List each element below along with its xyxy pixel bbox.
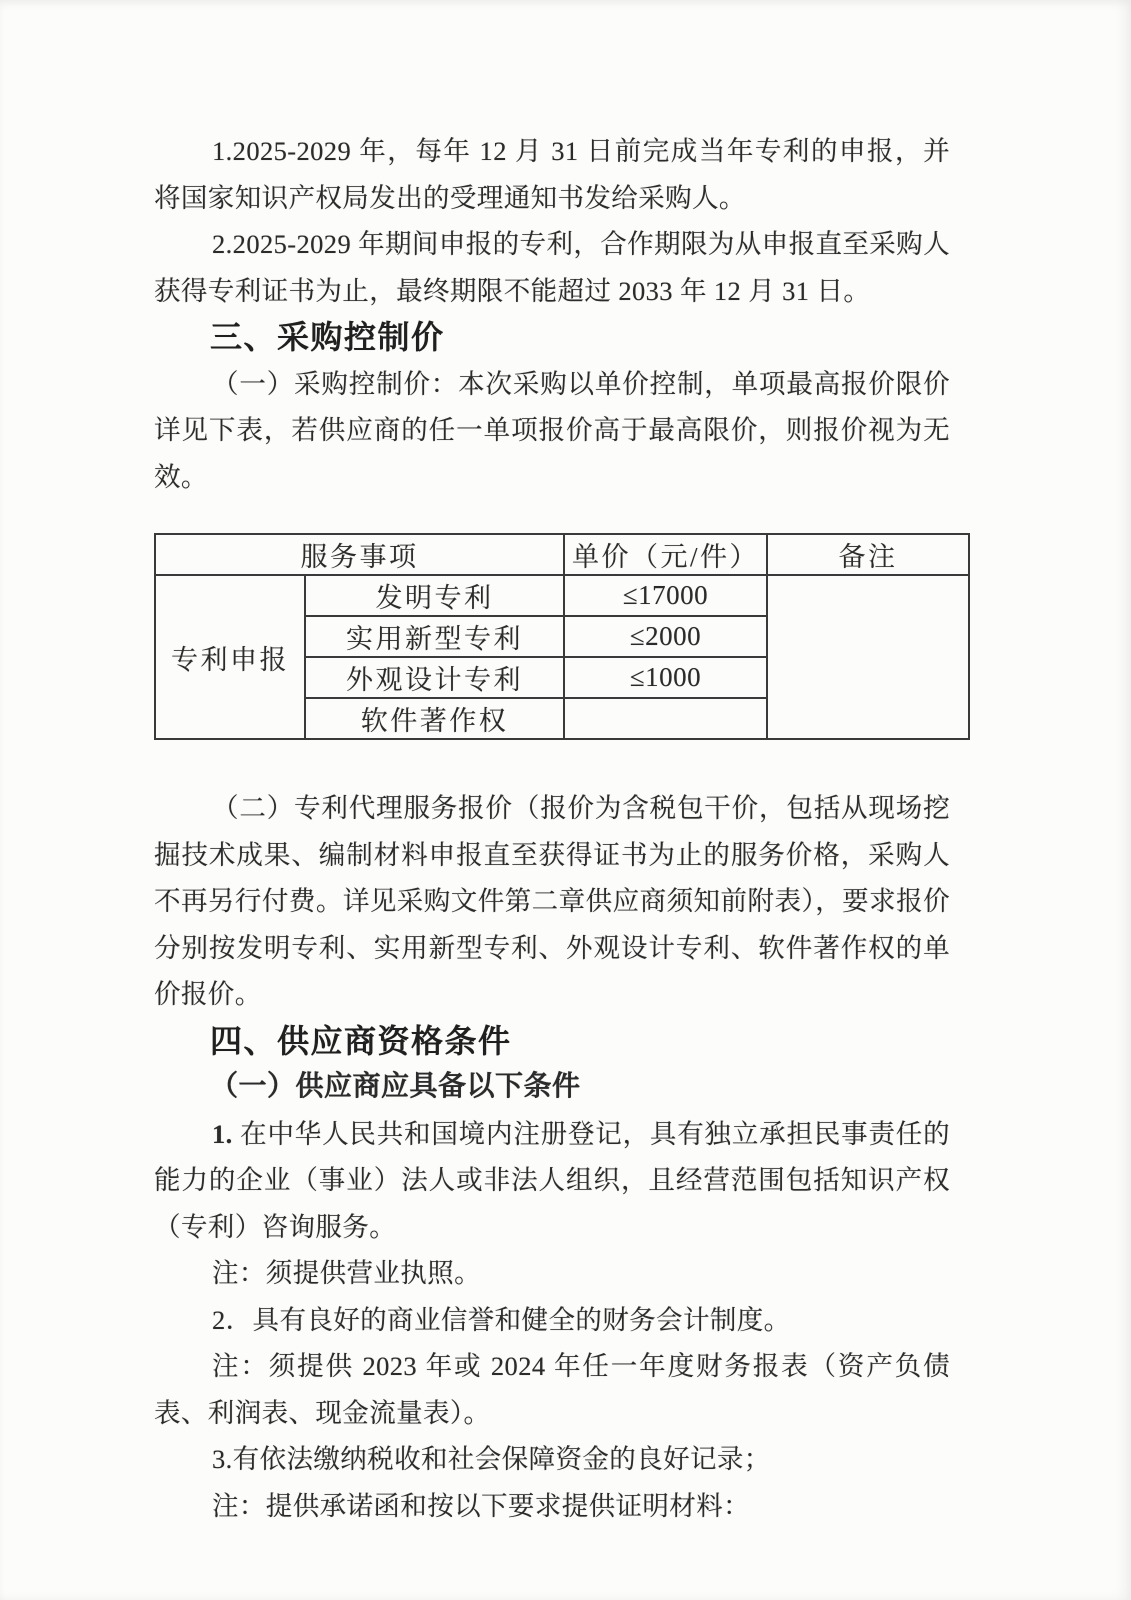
- col-header-service-items: 服务事项: [155, 534, 564, 575]
- table-row: [155, 575, 969, 616]
- document-content: [154, 128, 950, 1529]
- paragraph: 2．具有良好的商业信誉和健全的财务会计制度。: [212, 1304, 791, 1335]
- cell-price: [564, 698, 767, 739]
- section-heading: 四、供应商资格条件: [210, 1022, 512, 1059]
- cell-item: 实用新型专利: [305, 616, 564, 657]
- table-header-row: [155, 534, 969, 575]
- cell-item: 外观设计专利: [305, 657, 564, 698]
- section-heading: 三、采购控制价: [210, 319, 445, 355]
- paragraph: 3.有依法缴纳税收和社会保障资金的良好记录；: [212, 1444, 771, 1474]
- price-table: [154, 533, 970, 740]
- sub-heading: （一）供应商应具备以下条件: [210, 1071, 581, 1102]
- text-run: 在中华人民共和国境内注册登记，具有独立承担民事责任的能力的企业（事业）法人或非法人组织，且经营范围包括知识产权（专利）咨询服务。: [154, 1118, 950, 1242]
- paragraph: 注：须提供营业执照。: [212, 1258, 481, 1288]
- cell-item: 发明专利: [305, 575, 564, 616]
- paragraph: 注：提供承诺函和按以下要求提供证明材料：: [212, 1490, 750, 1521]
- col-header-remark: 备注: [767, 534, 969, 575]
- text-run: 1.: [212, 1118, 241, 1149]
- cell-remark: [767, 575, 969, 739]
- paragraph: 2.2025-2029 年期间申报的专利，合作期限为从申报直至采购人获得专利证书为止，最终期限不能超过 2033 年 12 月 31 日。: [154, 229, 950, 306]
- col-header-unit-price: 单价（元/件）: [564, 534, 767, 575]
- paragraph: 注：须提供 2023 年或 2024 年任一年度财务报表（资产负债表、利润表、现金流量表）。: [154, 1351, 950, 1428]
- row-group-patent-application: 专利申报: [155, 575, 305, 739]
- cell-item: 软件著作权: [305, 698, 564, 739]
- cell-price: ≤1000: [564, 657, 767, 698]
- paragraph: （二）专利代理服务报价（报价为含税包干价，包括从现场挖掘技术成果、编制材料申报直至获得证书为止的服务价格，采购人不再另行付费。详见采购文件第二章供应商须知前附表），要求报价分别按发明专利、实用新型专利、外观设计专利、软件著作权的单价报价。: [154, 793, 950, 1009]
- cell-price: ≤17000: [564, 575, 767, 616]
- paragraph: 1.2025-2029 年，每年 12 月 31 日前完成当年专利的申报，并将国家知识产权局发出的受理通知书发给采购人。: [154, 136, 950, 213]
- cell-price: ≤2000: [564, 616, 767, 657]
- paragraph: （一）采购控制价：本次采购以单价控制，单项最高报价限价详见下表，若供应商的任一单项报价高于最高限价，则报价视为无效。: [154, 368, 950, 492]
- paragraph: [154, 1111, 950, 1251]
